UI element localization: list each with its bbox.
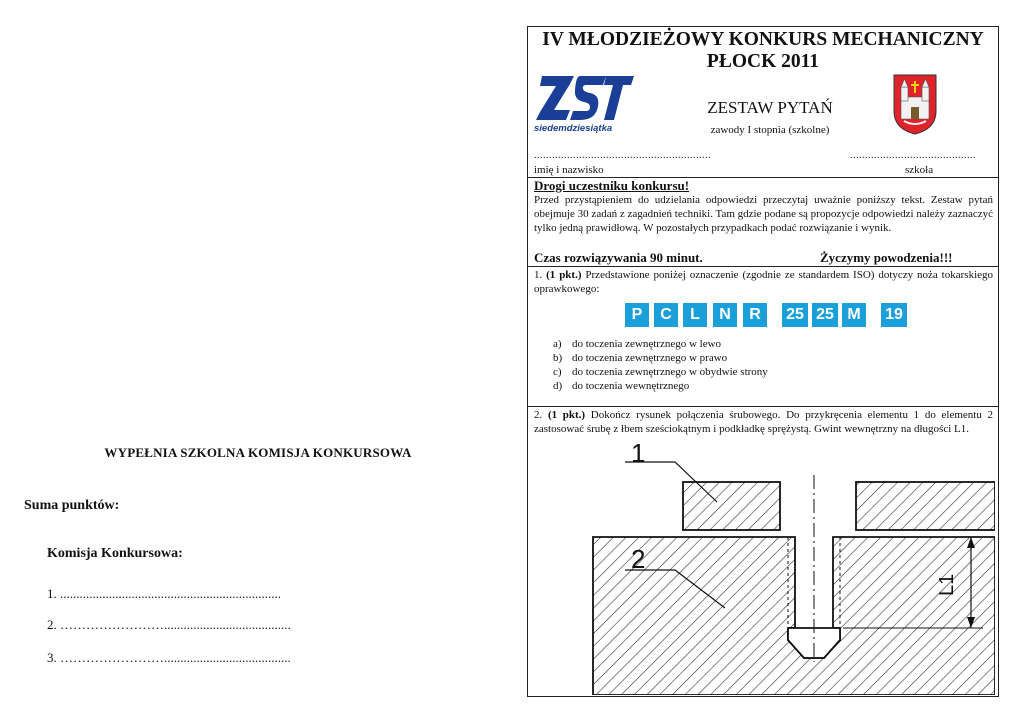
- divider: [527, 266, 999, 267]
- divider: [527, 406, 999, 407]
- iso-code-box: R: [743, 303, 767, 327]
- element-1-right: [856, 482, 995, 530]
- contest-title: [527, 29, 999, 73]
- question-body: Dokończ rysunek połączenia śrubowego. Do przykręcenia elementu 1 do elementu 2 zastosować śrubę z łbem sześciokątnym i podkładkę sprężystą. Gwint wewnętrzny na długości L1.: [534, 409, 994, 435]
- answer-option-a[interactable]: [553, 338, 721, 350]
- committee-label: Komisja Konkursowa:: [47, 546, 183, 561]
- question-points: (1 pkt.): [546, 269, 582, 281]
- question-1-text: [534, 268, 993, 296]
- answer-letter: c): [553, 366, 562, 378]
- signature-line-3: 3. …………………….......................................: [47, 650, 291, 665]
- question-number: 2.: [534, 409, 543, 421]
- answer-text: do toczenia zewnętrznego w prawo: [572, 352, 728, 364]
- iso-code-box: C: [654, 303, 678, 327]
- competition-stage: zawody I stopnia (szkolne): [710, 124, 830, 136]
- answer-letter: d): [553, 380, 563, 392]
- iso-code-box: P: [625, 303, 649, 327]
- answer-option-d[interactable]: [553, 380, 689, 392]
- element-1-left: [683, 482, 780, 530]
- part-2-label: 2: [631, 544, 646, 574]
- question-set-title: ZESTAW PYTAŃ: [707, 98, 833, 117]
- question-body: Przedstawione poniżej oznaczenie (zgodnie ze standardem ISO) dotyczy noża tokarskiego oprawkowego:: [534, 269, 994, 295]
- commission-heading: WYPEŁNIA SZKOLNA KOMISJA KONKURSOWA: [104, 445, 412, 460]
- answer-letter: a): [553, 338, 562, 350]
- part-1-label: 1: [631, 440, 646, 468]
- signature-line-2: 2. …………………….......................................: [47, 617, 291, 632]
- answer-text: do toczenia zewnętrznego w obydwie strony: [572, 366, 768, 378]
- title-line-1: IV MŁODZIEŻOWY KONKURS MECHANICZNY: [542, 29, 984, 50]
- element-2: [593, 537, 995, 695]
- answer-text: do toczenia zewnętrznego w lewo: [572, 338, 722, 350]
- answer-option-c[interactable]: [553, 366, 768, 378]
- question-number: 1.: [534, 269, 543, 281]
- iso-code-box: L: [683, 303, 707, 327]
- iso-code-box: 25: [812, 303, 838, 327]
- dimension-l1-label: L1: [936, 573, 958, 596]
- title-line-2: PŁOCK 2011: [706, 51, 820, 72]
- name-label: imię i nazwisko: [534, 164, 604, 176]
- intro-title: Drogi uczestniku konkursu!: [534, 178, 690, 193]
- answer-option-b[interactable]: [553, 352, 727, 364]
- signature-line-1: 1. ....................................................................: [47, 586, 281, 601]
- iso-code-box: 25: [782, 303, 808, 327]
- question-2-text: [534, 408, 993, 436]
- school-dotted-line: ..........................................: [850, 150, 976, 161]
- points-sum-label: Suma punktów:: [24, 498, 120, 513]
- coat-of-arms-icon: [892, 73, 938, 135]
- bolt-joint-drawing[interactable]: [583, 440, 995, 695]
- iso-code-box: M: [842, 303, 866, 327]
- iso-code-box: N: [713, 303, 737, 327]
- answer-text: do toczenia wewnętrznego: [572, 380, 690, 392]
- answer-letter: b): [553, 352, 563, 364]
- time-limit: Czas rozwiązywania 90 minut.: [534, 250, 703, 265]
- logo-subtitle: siedemdziesiątka: [534, 123, 613, 134]
- intro-text: Przed przystąpieniem do udzielania odpowiedzi przeczytaj uważnie poniższy tekst. Zestaw pytań obejmuje 30 zadań z zagadnień techniki. Tam gdzie podane są propozycje odpowiedzi należy zaznaczyć tylko jedną prawidłową. W pozostałych przypadkach podać rozwiązanie i wynik.: [534, 194, 993, 234]
- question-points: (1 pkt.): [547, 409, 586, 421]
- iso-code-box: 19: [881, 303, 907, 327]
- good-luck-message: Życzymy powodzenia!!!: [820, 250, 953, 265]
- name-dotted-line: ...........................................................: [534, 150, 711, 161]
- school-label: szkoła: [905, 164, 934, 176]
